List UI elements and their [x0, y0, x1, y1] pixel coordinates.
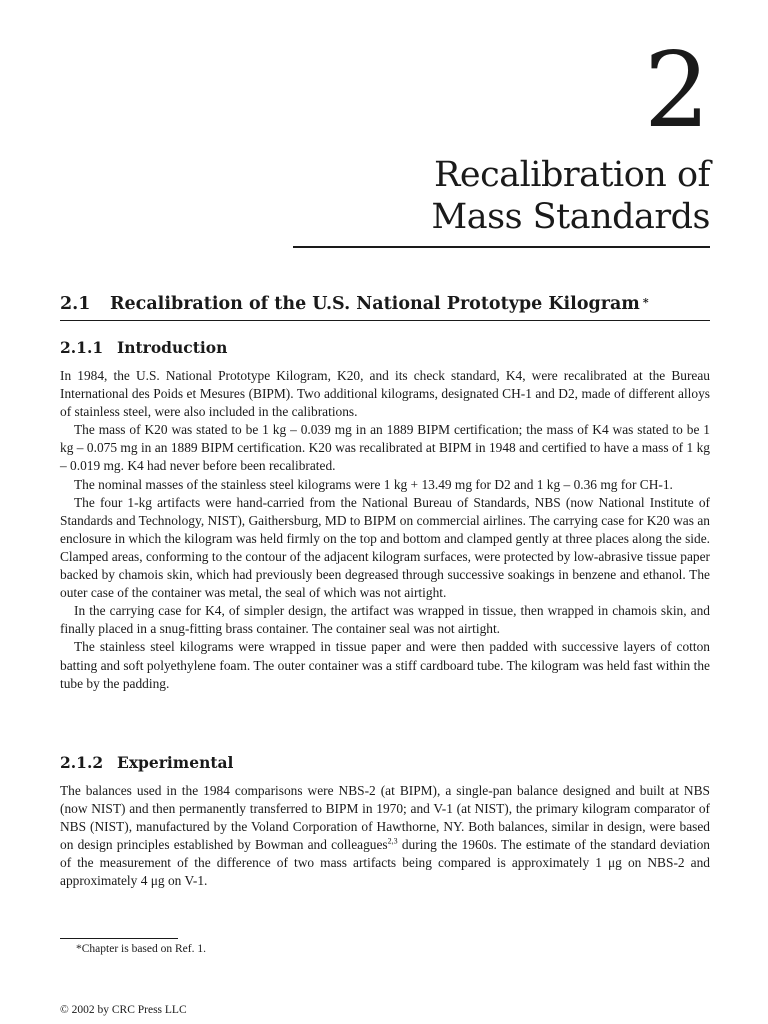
chapter-title-line-2: Mass Standards: [431, 197, 710, 237]
copyright-line: © 2002 by CRC Press LLC: [60, 1004, 187, 1016]
subsection-heading-experimental: [60, 753, 233, 773]
introduction-body: [60, 367, 710, 693]
section-heading: [60, 292, 710, 321]
paragraph-text: The balances used in the 1984 comparisons were NBS-2 (at BIPM), a single-pan balance designed and built at NBS (now NIST) and then permanently transferred to BIPM in 1970; and V-1 (at NIST), the primary kilogram comparator of NBS (NIST), manufactured by the Voland Corporation of Hawthorne, NY. Both balances, similar in design, were based on design principles established by Bowman and colleagues: [60, 783, 710, 853]
chapter-title-rule: [293, 246, 710, 248]
footnote-mark: *: [642, 296, 649, 309]
reference-citation: 2,3: [387, 836, 398, 846]
section-title: Recalibration of the U.S. National Prototype Kilogram: [110, 294, 640, 314]
chapter-number: 2: [643, 29, 710, 151]
subsection-heading-introduction: [60, 338, 227, 358]
paragraph: The nominal masses of the stainless steel kilograms were 1 kg + 13.49 mg for D2 and 1 kg – 0.36 mg for CH-1.: [74, 476, 673, 492]
footnote-rule: [60, 938, 178, 939]
paragraph: The four 1-kg artifacts were hand-carried from the National Bureau of Standards, NBS (now National Institute of Standards and Technology, NIST), Gaithersburg, MD to BIPM on commercial airlines. The carrying case for K20 was an enclosure in which the kilogram was held firmly on the top and bottom and clamped gently at three places along the side. Clamped areas, conforming to the contour of the adjacent kilogram surfaces, were protected by low-abrasive tissue paper backed by chamois skin, which had previously been degreased through successive soakings in benzene and ethanol. The outer case of the container was metal, the seal of which was not airtight.: [60, 494, 711, 601]
subsection-title: Experimental: [117, 753, 234, 772]
chapter-title: [431, 154, 710, 238]
subsection-number: 2.1.1: [60, 338, 104, 357]
section-number: 2.1: [60, 294, 91, 314]
paragraph: In the carrying case for K4, of simpler design, the artifact was wrapped in tissue, then wrapped in chamois skin, and finally placed in a snug-fitting brass container. The container seal was not airtight.: [60, 603, 710, 637]
paragraph-text: during the 1960s. The estimate of the standard deviation of the measurement of the difference of two mass artifacts being compared is approximately 1 μg on NBS-2 and approximately 4 μg on V-1.: [60, 837, 710, 889]
paragraph: [60, 782, 710, 891]
subsection-number: 2.1.2: [60, 753, 104, 772]
paragraph: The stainless steel kilograms were wrapped in tissue paper and were then padded with successive layers of cotton batting and soft polyethylene foam. The outer container was a stiff cardboard tube. The kilogram was held fast within the tube by the padding.: [60, 639, 710, 691]
chapter-title-line-1: Recalibration of: [434, 155, 710, 195]
footnote: *Chapter is based on Ref. 1.: [76, 943, 206, 955]
paragraph: In 1984, the U.S. National Prototype Kilogram, K20, and its check standard, K4, were recalibrated at the Bureau International des Poids et Mesures (BIPM). Two additional kilograms, designated CH-1 and D2, made of different alloys of stainless steel, were also included in the calibrations.: [60, 368, 710, 420]
paragraph: The mass of K20 was stated to be 1 kg – 0.039 mg in an 1889 BIPM certification; the mass of K4 was stated to be 1 kg – 0.075 mg in an 1889 BIPM certification. K20 was recalibrated at BIPM in 1948 and certified to have a mass of 1 kg – 0.019 mg. K4 had never before been recalibrated.: [60, 422, 710, 474]
experimental-body: [60, 782, 710, 891]
subsection-title: Introduction: [117, 338, 228, 357]
